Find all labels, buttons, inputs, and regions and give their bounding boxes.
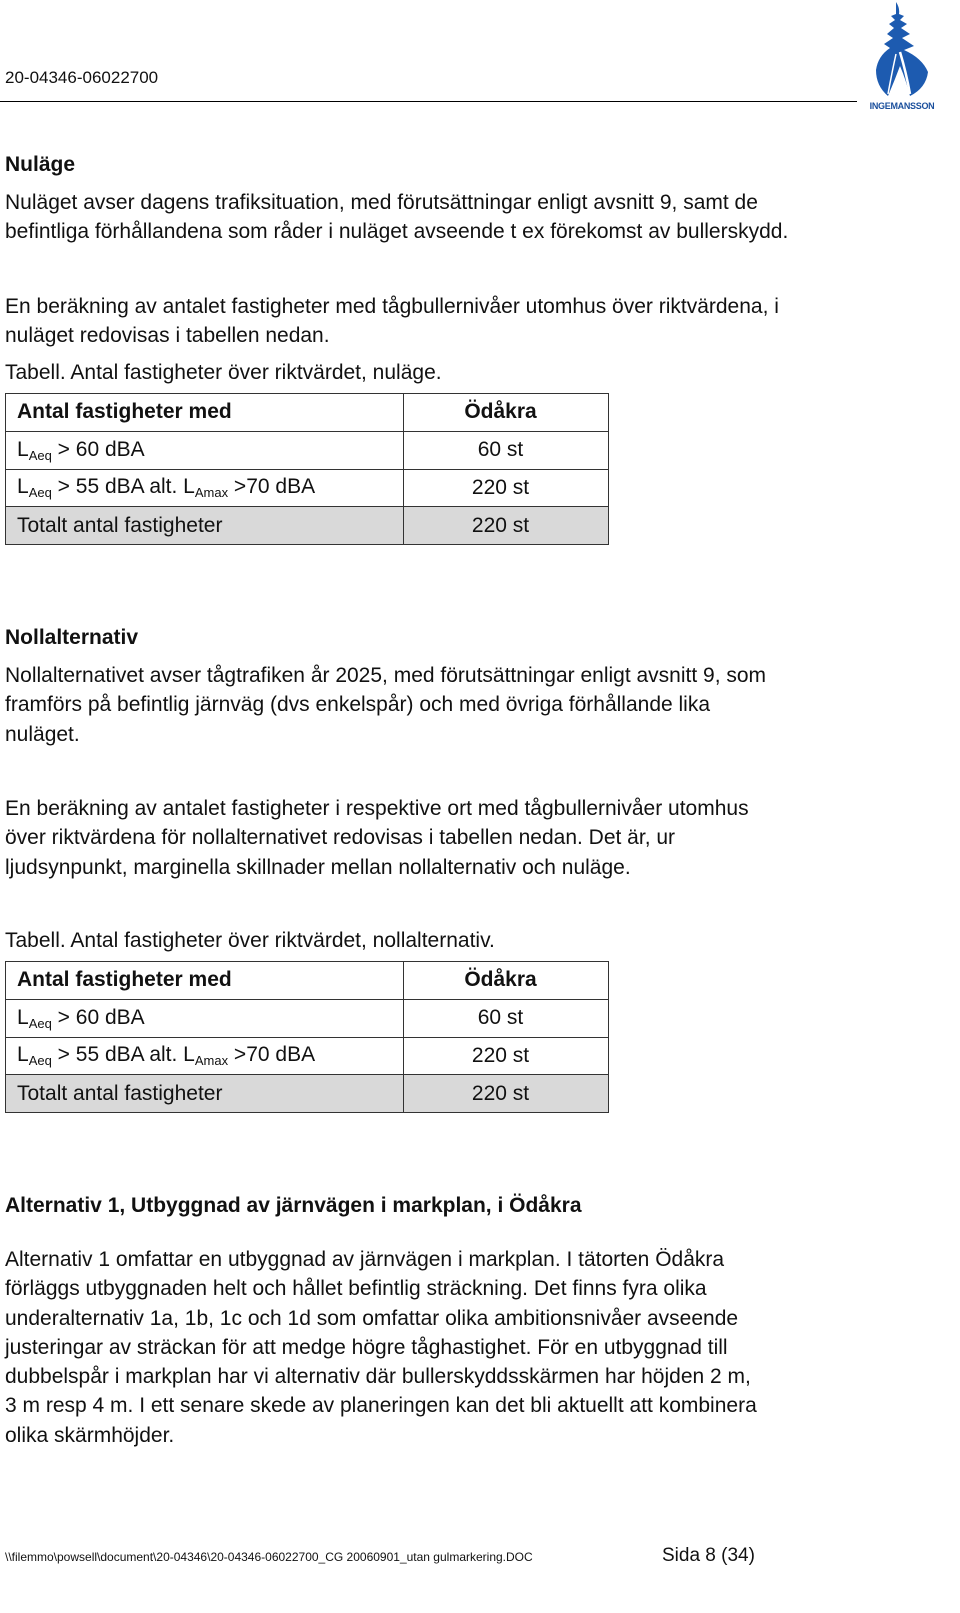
table-header-row: [6, 962, 609, 1000]
text-line: Alternativ 1 omfattar en utbyggnad av järnvägen i markplan. I tätorten Ödåkra: [5, 1248, 725, 1271]
text-line: underalternativ 1a, 1b, 1c och 1d som omfattar olika ambitionsnivåer avseende: [5, 1306, 739, 1330]
row-label: $L_{Aeq} > 60$ dBA: [6, 431, 404, 469]
header-cell: Antal fastigheter med: [6, 394, 404, 432]
shell-logo-icon: [866, 0, 938, 100]
text-line: över riktvärdena för nollalternativet redovisas i tabellen nedan. Det är, ur: [5, 826, 676, 850]
paragraph-nulage-1: [5, 188, 788, 247]
total-value: 220 st: [404, 507, 609, 545]
text-line: nuläget.: [5, 722, 80, 746]
row-label: $L_{Aeq} > 55$ dBA alt. $L_{Amax} >70$ dBA: [6, 469, 404, 507]
table-nollalternativ: [5, 961, 609, 1113]
footer-file-path: \\filemmo\powsell\document\20-04346\20-04346-06022700_CG 20060901_utan gulmarkering.DOC: [5, 1550, 533, 1564]
text-line: En beräkning av antalet fastigheter med tågbullernivåer utomhus över riktvärdena, i: [5, 295, 779, 318]
row-label: $L_{Aeq} > 60$ dBA: [6, 999, 404, 1037]
total-value: 220 st: [404, 1075, 609, 1113]
text-line: befintliga förhållandena som råder i nuläget avseende t ex förekomst av bullerskydd.: [5, 220, 789, 244]
text-line: dubbelspår i markplan har vi alternativ där bullerskyddsskärmen har höjden 2 m,: [5, 1365, 751, 1389]
text-line: Nollalternativet avser tågtrafiken år 2025, med förutsättningar enligt avsnitt 9, som: [5, 664, 767, 687]
paragraph-nulage-2: [5, 292, 779, 351]
text-line: justeringar av sträckan för att medge högre tåghastighet. För en utbyggnad till: [5, 1335, 728, 1359]
paragraph-noll-2: [5, 794, 749, 882]
text-line: 3 m resp 4 m. I ett senare skede av planeringen kan det bli aktuellt att kombinera: [5, 1394, 757, 1418]
row-value: 60 st: [404, 431, 609, 469]
table-total-row: [6, 507, 609, 545]
heading-nulage: Nuläge: [5, 153, 76, 176]
table-row: [6, 469, 609, 507]
paragraph-alternativ-1: [5, 1245, 757, 1450]
header-cell: Ödåkra: [404, 962, 609, 1000]
ingemansson-logo: [866, 0, 938, 115]
heading-nollalternativ: Nollalternativ: [5, 626, 139, 649]
text-line: En beräkning av antalet fastigheter i respektive ort med tågbullernivåer utomhus: [5, 797, 749, 820]
row-label: $L_{Aeq} > 55$ dBA alt. $L_{Amax} >70$ dBA: [6, 1037, 404, 1075]
text-line: olika skärmhöjder.: [5, 1423, 175, 1447]
table-row: [6, 1037, 609, 1075]
table-caption-nulage: Tabell. Antal fastigheter över riktvärdet, nuläge.: [5, 361, 442, 384]
table-header-row: [6, 394, 609, 432]
total-label: Totalt antal fastigheter: [6, 1075, 404, 1113]
table-row: [6, 999, 609, 1037]
table-nulage: [5, 393, 609, 545]
paragraph-noll-1: [5, 661, 766, 749]
text-line: ljudsynpunkt, marginella skillnader mellan nollalternativ och nuläge.: [5, 855, 631, 879]
row-value: 220 st: [404, 1037, 609, 1075]
logo-wordmark: INGEMANSSON: [869, 101, 935, 111]
row-value: 220 st: [404, 469, 609, 507]
text-line: framförs på befintlig järnväg (dvs enkelspår) och med övriga förhållande lika: [5, 693, 711, 717]
header-cell: Antal fastigheter med: [6, 962, 404, 1000]
page-number: Sida 8 (34): [662, 1545, 755, 1566]
table-caption-noll: Tabell. Antal fastigheter över riktvärdet, nollalternativ.: [5, 929, 495, 952]
text-line: nuläget redovisas i tabellen nedan.: [5, 324, 330, 348]
heading-alternativ-1: Alternativ 1, Utbyggnad av järnvägen i markplan, i Ödåkra: [5, 1194, 582, 1217]
document-code: 20-04346-06022700: [5, 68, 159, 87]
text-line: förläggs utbyggnaden helt och hållet befintlig sträckning. Det finns fyra olika: [5, 1277, 707, 1301]
header-rule: [0, 101, 857, 102]
text-line: Nuläget avser dagens trafiksituation, med förutsättningar enligt avsnitt 9, samt de: [5, 191, 758, 214]
total-label: Totalt antal fastigheter: [6, 507, 404, 545]
table-row: [6, 431, 609, 469]
row-value: 60 st: [404, 999, 609, 1037]
header-cell: Ödåkra: [404, 394, 609, 432]
table-total-row: [6, 1075, 609, 1113]
